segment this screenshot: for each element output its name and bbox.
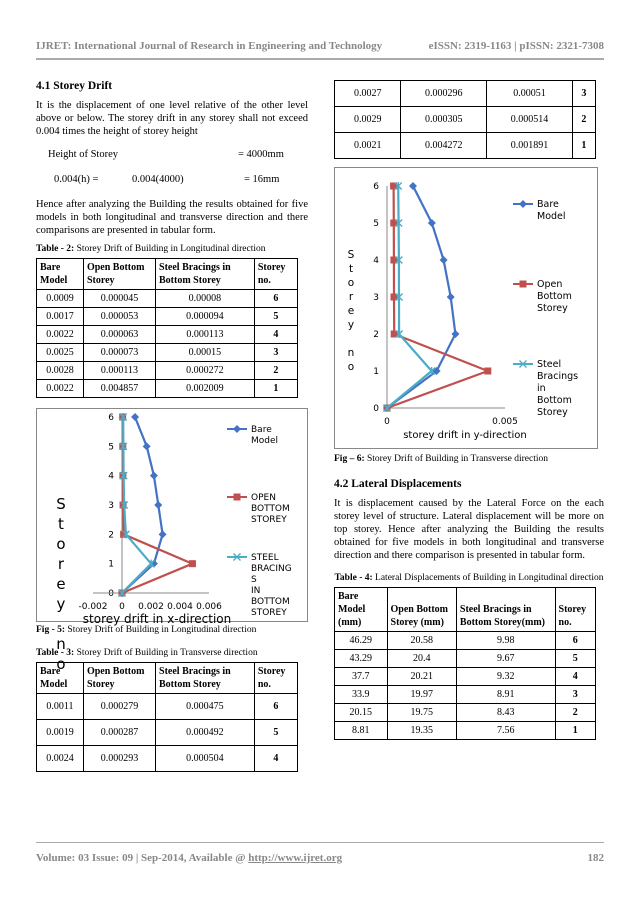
table-row [335,686,596,704]
table-header: Bare Model (mm) [335,588,388,632]
table-header: Storey no. [555,588,595,632]
equation-text: Height of Storey [48,149,118,160]
table-cell: 9.98 [456,632,555,650]
legend-label: STOREY [251,515,287,525]
data-point [189,560,196,567]
y-axis-label-char: e [56,575,66,593]
table-cell: 5 [555,650,595,668]
y-tick-label: 6 [373,182,379,192]
y-axis-label-char: r [57,555,65,573]
legend-label: S [251,575,257,585]
legend-marker [520,281,527,288]
table-cell: 0.000475 [156,694,255,720]
table-cell: 0.000514 [487,107,573,133]
legend-label: Bottom [537,395,572,406]
data-point [159,530,167,538]
table-cell: 0.0021 [335,133,401,159]
table-cell: 0.000073 [83,344,155,362]
table-cell: 0.000492 [156,720,255,746]
page-header [36,40,604,52]
table-row [37,746,298,772]
data-point [409,182,417,190]
table-cell: 0.0011 [37,694,84,720]
data-point [440,256,448,264]
y-tick-label: 4 [373,256,379,266]
table-cell: 0.000504 [156,746,255,772]
equation-text: = 16mm [244,174,280,185]
data-point [131,413,139,421]
table-cell: 0.00015 [156,344,255,362]
x-axis-label: storey drift in y-direction [403,430,527,441]
legend-label: OPEN [251,493,276,503]
table-row [37,720,298,746]
table-cell: 33.9 [335,686,388,704]
table-cell: 2 [254,362,297,380]
table-cell: 0.000113 [83,362,155,380]
table-cell: 0.000063 [83,326,155,344]
paragraph: It is displacement caused by the Lateral Force on the each storey level of structure. Lateral displacement will be more on top storey. Hence after analyzing the Building the results obtained for five models in both longitudinal and transverse direction and there comparison is presented in tabular form. [334,498,604,561]
equation-text: 0.004(h) = [54,174,99,185]
legend-label: STEEL [251,553,279,563]
table-cell: 6 [254,290,297,308]
x-tick-label: 0.006 [196,602,222,612]
x-tick-label: 0 [384,417,390,427]
x-tick-label: 0.005 [492,417,518,427]
table-row [37,326,298,344]
legend-label: Open [537,279,563,290]
table-row [37,290,298,308]
table-cell: 0.004272 [401,133,487,159]
page-number: 182 [587,852,604,864]
table-lateral-displacements [334,587,596,740]
footer-volume-text: Volume: 03 Issue: 09 | Sep-2014, Available @ [36,852,246,864]
table-cell: 9.67 [456,650,555,668]
table-cell: 0.000272 [156,362,255,380]
table-cell: 0.000296 [401,81,487,107]
equation-row [36,148,308,161]
y-axis-label-char: o [347,361,355,373]
table-caption [36,243,308,256]
table-cell: 19.97 [387,686,456,704]
table-cell: 20.15 [335,704,388,722]
legend-label: BOTTOM [251,504,290,514]
table-header: Storey no. [254,259,297,290]
caption-label: Table - 3: [36,648,75,658]
table-cell: 0.0019 [37,720,84,746]
y-tick-label: 1 [373,367,379,377]
table-header: Bare Model [37,259,84,290]
y-tick-label: 4 [108,471,114,482]
legend-marker [233,425,241,433]
table-row [37,380,298,398]
section-heading-lateral-displacements: 4.2 Lateral Displacements [334,478,462,490]
y-axis-label-char: r [348,291,354,303]
table-header: Steel Bracings in Bottom Storey [156,663,255,694]
y-tick-label: 0 [373,404,379,414]
x-tick-label: 0.002 [138,602,164,612]
legend-label: Model [251,436,279,446]
section-heading-storey-drift: 4.1 Storey Drift [36,80,113,92]
data-point [484,368,491,375]
y-tick-label: 1 [108,559,114,570]
legend-label: Bracings [537,371,579,382]
caption-label: Table - 4: [334,573,373,583]
table-cell: 0.000094 [156,308,255,326]
table-row [335,632,596,650]
table-cell: 0.000287 [83,720,155,746]
caption-label: Fig – 6: [334,454,365,464]
table-row [335,81,596,107]
y-tick-label: 0 [108,589,114,599]
legend-label: Bottom [537,291,572,302]
table-cell: 3 [254,344,297,362]
data-point [451,330,459,338]
y-tick-label: 5 [373,219,379,229]
table-caption [36,647,308,660]
y-axis-label-char: n [56,635,66,653]
x-tick-label: -0.002 [78,602,108,612]
table-cell: 2 [572,107,595,133]
chart-fig6-svg [335,168,597,448]
y-axis-label-char: t [348,263,354,275]
table-cell: 5 [254,720,297,746]
table-row [37,344,298,362]
table-row [335,133,596,159]
legend-label: BOTTOM [251,597,290,607]
data-point [150,472,158,480]
caption-text: Storey Drift of Building in Longitudinal direction [65,625,257,635]
table-row [37,362,298,380]
table-cell: 5 [254,308,297,326]
x-axis-label: storey drift in x-direction [82,612,232,626]
footer-divider [36,842,604,843]
table-cell: 4 [555,668,595,686]
table-cell: 0.0024 [37,746,84,772]
y-axis-label-char: y [56,595,66,613]
table-cell: 0.00008 [156,290,255,308]
y-tick-label: 3 [373,293,379,303]
legend-label: Bare [251,425,272,435]
table-cell: 0.001891 [487,133,573,159]
caption-text: Lateral Displacements of Building in Longitudinal direction [372,573,604,583]
y-tick-label: 2 [373,330,379,340]
x-tick-label: 0.004 [167,602,193,612]
legend-label: BRACING [251,564,292,574]
y-axis-label-char: o [56,655,66,673]
table-cell: 4 [254,326,297,344]
table-cell: 19.75 [387,704,456,722]
right-column [334,80,604,740]
table-cell: 8.43 [456,704,555,722]
legend-marker [234,494,241,501]
data-point [428,219,436,227]
legend-label: Storey [537,407,568,418]
table-cell: 1 [555,722,595,740]
table-cell: 7.56 [456,722,555,740]
header-divider [36,58,604,60]
footer-link[interactable]: http://www.ijret.org [248,852,343,864]
table-cell: 20.4 [387,650,456,668]
table-header: Open Bottom Storey [83,259,155,290]
table-cell: 37.7 [335,668,388,686]
caption-text: Storey Drift of Building in Longitudinal direction [74,244,266,254]
table-cell: 8.81 [335,722,388,740]
table-cell: 4 [254,746,297,772]
table-row [335,704,596,722]
caption-text: Storey Drift of Building in Transverse direction [364,454,548,464]
legend-label: Bare [537,199,559,210]
table-header: Steel Bracings in Bottom Storey(mm) [456,588,555,632]
table-header: Open Bottom Storey (mm) [387,588,456,632]
table-cell: 20.58 [387,632,456,650]
table-row [335,722,596,740]
table-cell: 0.0022 [37,326,84,344]
y-axis-label-char: o [56,535,66,553]
table-cell: 0.004857 [83,380,155,398]
data-point [154,501,162,509]
table-cell: 46.29 [335,632,388,650]
table-cell: 0.000305 [401,107,487,133]
table-cell: 0.00051 [487,81,573,107]
caption-label: Fig - 5: [36,625,66,635]
legend-label: Steel [537,359,562,370]
table-row [37,694,298,720]
caption-text: Storey Drift of Building in Transverse direction [74,648,258,658]
table-cell: 0.000113 [156,326,255,344]
table-cell: 0.0027 [335,81,401,107]
y-tick-label: 3 [108,501,114,511]
x-tick-label: 0 [119,602,125,612]
table-cell: 6 [555,632,595,650]
equation-row [36,173,308,186]
table-storey-drift-transverse-part2 [334,80,596,159]
table-cell: 0.002009 [156,380,255,398]
caption-label: Table - 2: [36,244,75,254]
page-footer [36,852,604,864]
equation-text: 0.004(4000) [132,174,184,185]
y-axis-label-char: e [347,305,355,317]
y-tick-label: 6 [108,413,114,423]
table-cell: 0.0022 [37,380,84,398]
legend-marker [519,200,527,208]
y-tick-label: 5 [108,442,114,453]
table-cell: 8.91 [456,686,555,704]
table-cell: 20.21 [387,668,456,686]
table-storey-drift-longitudinal [36,258,298,398]
legend-label: in [537,383,546,394]
table-header: Storey no. [254,663,297,694]
table-cell: 0.000279 [83,694,155,720]
paragraph: Hence after analyzing the Building the results obtained for five models in both longitudinal and transverse direction and there comparisons are presented in tabular form. [36,199,308,236]
issn: eISSN: 2319-1163 | pISSN: 2321-7308 [428,40,604,52]
table-cell: 0.0025 [37,344,84,362]
paragraph: It is the displacement of one level relative of the other level above or below. The storey drift in any storey shall not exceed 0.004 times the height of storey height [36,100,308,137]
left-column [36,80,308,772]
table-row [335,107,596,133]
y-axis-label-char: t [58,515,64,533]
legend-label: Model [537,211,566,222]
legend-label: IN [251,586,261,596]
y-axis-label-char: o [347,277,355,289]
table-cell: 0.0017 [37,308,84,326]
table-storey-drift-transverse-part1 [36,662,298,772]
table-cell: 0.000053 [83,308,155,326]
table-header: Open Bottom Storey [83,663,155,694]
table-cell: 19.35 [387,722,456,740]
y-tick-label: 2 [108,530,114,541]
journal-title: IJRET: International Journal of Research in Engineering and Technology [36,40,383,52]
table-cell: 1 [572,133,595,159]
table-cell: 2 [555,704,595,722]
table-cell: 1 [254,380,297,398]
figure-caption [334,453,604,466]
table-cell: 3 [572,81,595,107]
table-caption [334,572,604,585]
table-cell: 0.0028 [37,362,84,380]
table-cell: 6 [254,694,297,720]
series-line [387,186,488,408]
table-cell: 3 [555,686,595,704]
y-axis-label-char: S [347,249,355,261]
table-cell: 0.000293 [83,746,155,772]
table-header: Bare Model [37,663,84,694]
y-axis-label-char: S [56,495,66,513]
y-axis-label-char: n [347,347,355,359]
table-cell: 9.32 [456,668,555,686]
equation-text: = 4000mm [238,149,284,160]
table-row [335,650,596,668]
table-cell: 43.29 [335,650,388,668]
legend-label: Storey [537,303,568,314]
table-cell: 0.000045 [83,290,155,308]
table-cell: 0.0029 [335,107,401,133]
table-header: Steel Bracings in Bottom Storey [156,259,255,290]
table-row [335,668,596,686]
data-point [447,293,455,301]
footer-volume [36,852,342,864]
data-point [143,442,151,450]
table-row [37,308,298,326]
legend-label: STOREY [251,608,287,618]
table-cell: 0.0009 [37,290,84,308]
y-axis-label-char: y [347,319,355,331]
chart-fig6 [334,167,598,449]
